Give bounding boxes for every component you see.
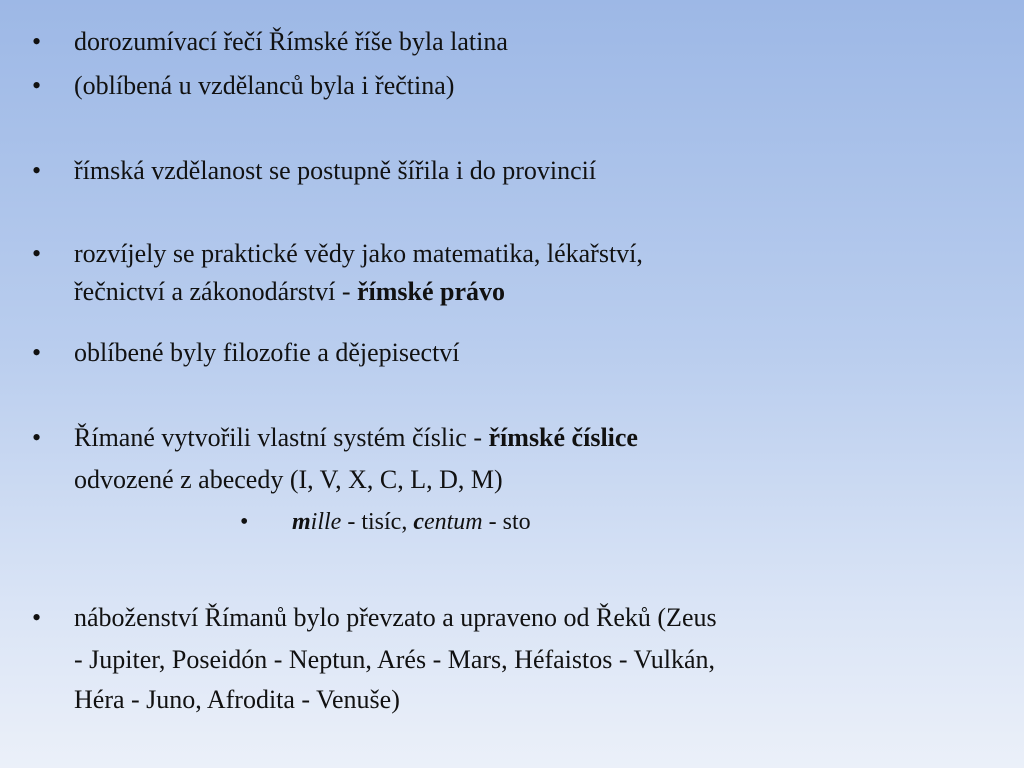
- bullet-icon: •: [32, 603, 42, 632]
- bullet-icon: •: [240, 509, 249, 535]
- bullet-icon: •: [32, 338, 42, 367]
- item-text-line2: odvozené z abecedy (I, V, X, C, L, D, M): [74, 465, 503, 494]
- bullet-icon: •: [32, 423, 42, 452]
- item-text-line2: řečnictví a zákonodárství -: [74, 277, 357, 306]
- item-text: dorozumívací řečí Římské říše byla latina: [74, 27, 508, 56]
- bullet-icon: •: [32, 156, 42, 185]
- item-text-line1: rozvíjely se praktické vědy jako matematika, lékařství,: [74, 239, 643, 268]
- item-text: oblíbené byly filozofie a dějepisectví: [74, 338, 460, 367]
- item-text-line1: náboženství Římanů bylo převzato a upraveno od Řeků (Zeus: [74, 603, 717, 632]
- item-text: římská vzdělanost se postupně šířila i do provincií: [74, 156, 597, 185]
- item-text-line2: - Jupiter, Poseidón - Neptun, Arés - Mars, Héfaistos - Vulkán,: [74, 645, 716, 674]
- bullet-icon: •: [32, 239, 42, 268]
- bullet-icon: •: [32, 71, 42, 100]
- item-text-bold: římské číslice: [488, 423, 638, 452]
- bullet-icon: •: [32, 27, 42, 56]
- item-text-line3: Héra - Juno, Afrodita - Venuše): [74, 685, 400, 714]
- item-text-line1: Římané vytvořili vlastní systém číslic -: [74, 423, 489, 452]
- item-text: (oblíbená u vzdělanců byla i řečtina): [74, 71, 455, 100]
- item-text-bold: římské právo: [357, 277, 506, 306]
